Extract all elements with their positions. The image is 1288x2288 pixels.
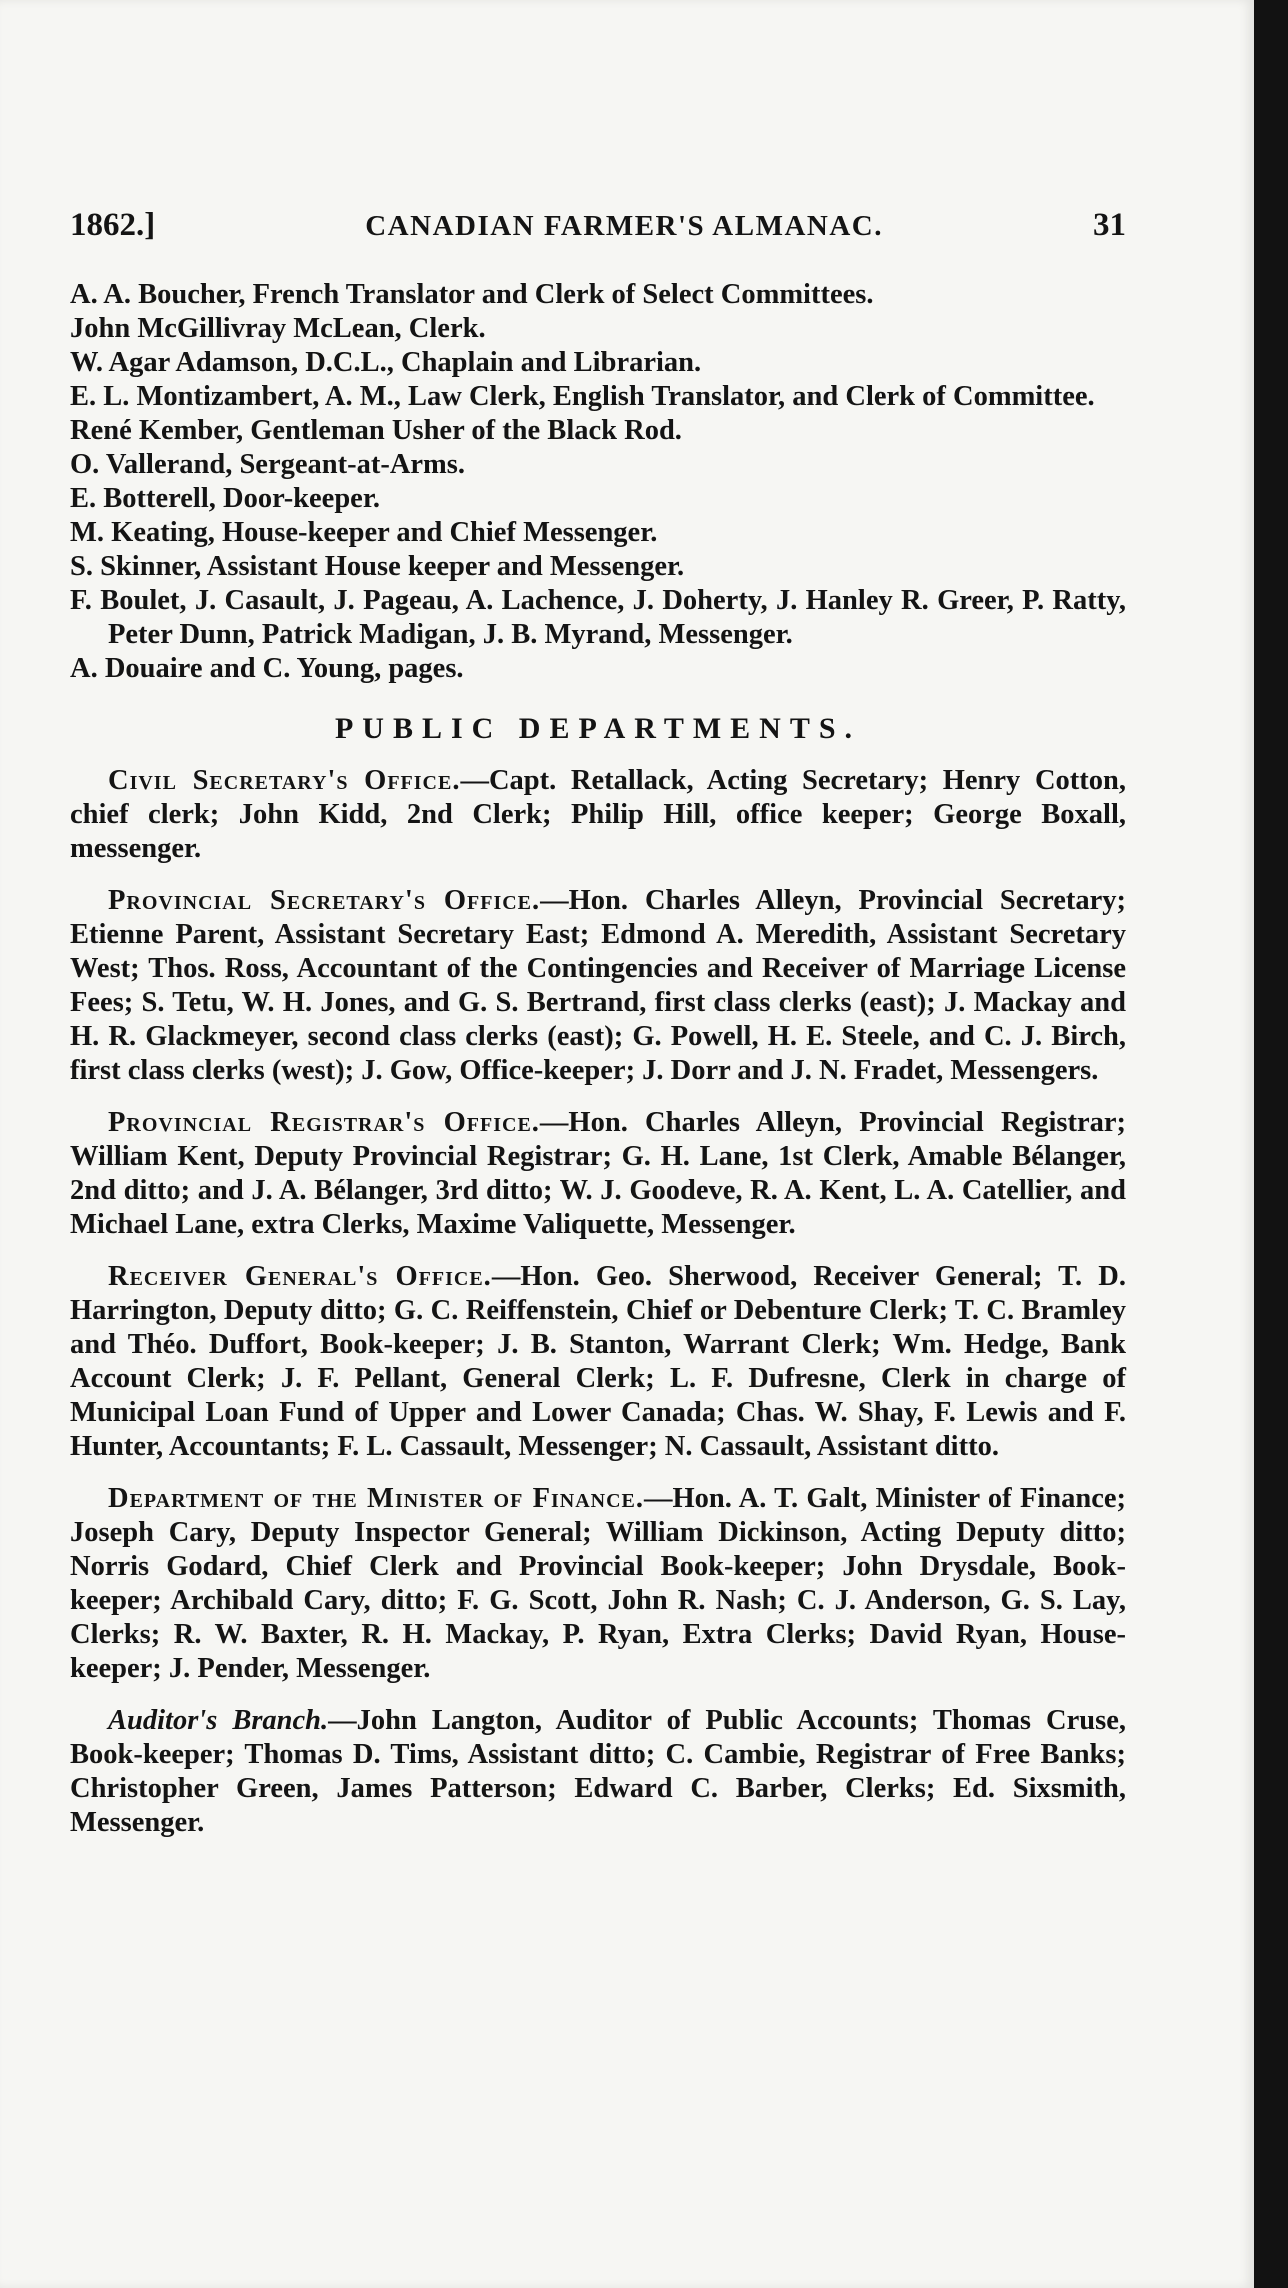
list-item: René Kember, Gentleman Usher of the Black Rod. [70,415,682,446]
department-heading: Civil Secretary's Office. [108,765,461,796]
department-text: —Capt. Retallack, Acting Secretary; Henry Cotton, chief clerk; John Kidd, 2nd Clerk; Philip Hill, office keeper; George Boxall, messenger. [70,765,1126,864]
list-item: John McGillivray McLean, Clerk. [70,313,486,344]
department-text: —Hon. Charles Alleyn, Provincial Registrar; William Kent, Deputy Provincial Registrar; G. H. Lane, 1st Clerk, Amable Bélanger, 2nd ditto; and J. A. Bélanger, 3rd ditto; W. J. Goodeve, R. A. Kent, L. A. Catellier, and Michael Lane, extra Clerks, Maxime Valiquette, Messenger. [70,1107,1126,1240]
department-text: —Hon. Charles Alleyn, Provincial Secretary; Etienne Parent, Assistant Secretary East; Edmond A. Meredith, Assistant Secretary West; Thos. Ross, Accountant of the Contingencies and Receiver of Marriage License Fees; S. Tetu, W. H. Jones, and G. S. Bertrand, first class clerks (east); J. Mackay and H. R. Glackmeyer, second class clerks (east); G. Powell, H. E. Steele, and C. J. Birch, first class clerks (west); J. Gow, Office-keeper; J. Dorr and J. N. Fradet, Messengers. [70,885,1126,1086]
list-item: O. Vallerand, Sergeant-at-Arms. [70,449,466,480]
department-paragraph [70,1704,1126,1840]
list-item: W. Agar Adamson, D.C.L., Chaplain and Librarian. [70,347,702,378]
list-item: S. Skinner, Assistant House keeper and Messenger. [70,551,685,582]
officer-list [70,278,1126,686]
department-heading: Department of the Minister of Finance. [108,1483,645,1514]
department-text: —Hon. A. T. Galt, Minister of Finance; Joseph Cary, Deputy Inspector General; William Dickinson, Acting Deputy ditto; Norris Godard, Chief Clerk and Provincial Book-keeper; John Drysdale, Book-keeper; Archibald Cary, ditto; F. G. Scott, John R. Nash; C. J. Anderson, G. S. Lay, Clerks; R. W. Baxter, R. H. Mackay, P. Ryan, Extra Clerks; David Ryan, House-keeper; J. Pender, Messenger. [70,1483,1127,1684]
section-title: PUBLIC DEPARTMENTS. [334,712,862,745]
department-heading: Provincial Secretary's Office. [108,885,541,916]
list-item: E. Botterell, Door-keeper. [70,483,380,514]
page-number: 31 [1092,207,1126,243]
department-text: —John Langton, Auditor of Public Accounts; Thomas Cruse, Book-keeper; Thomas D. Tims, Assistant ditto; C. Cambie, Registrar of Free Banks; Christopher Green, James Patterson; Edward C. Barber, Clerks; Ed. Sixsmith, Messenger. [70,1705,1127,1838]
department-paragraph [70,1106,1126,1242]
department-paragraph [70,884,1126,1088]
running-head-title: CANADIAN FARMER'S ALMANAC. [365,210,883,242]
department-paragraph [70,1260,1126,1464]
department-paragraph [70,1482,1126,1686]
list-item: E. L. Montizambert, A. M., Law Clerk, English Translator, and Clerk of Committee. [70,381,1095,412]
department-heading: Provincial Registrar's Office. [108,1107,540,1138]
department-text: —Hon. Geo. Sherwood, Receiver General; T. D. Harrington, Deputy ditto; G. C. Reiffenstein, Chief or Debenture Clerk; T. C. Bramley and Théo. Duffort, Book-keeper; J. B. Stanton, Warrant Clerk; Wm. Hedge, Bank Account Clerk; J. F. Pellant, General Clerk; L. F. Dufresne, Clerk in charge of Municipal Loan Fund of Upper and Lower Canada; Chas. W. Shay, F. Lewis and F. Hunter, Accountants; F. L. Cassault, Messenger; N. Cassault, Assistant ditto. [70,1261,1126,1462]
list-item: A. Douaire and C. Young, pages. [70,653,464,684]
department-paragraph [70,764,1126,866]
department-heading: Auditor's Branch. [108,1705,329,1736]
book-spine-edge [1254,0,1288,2288]
list-item: A. A. Boucher, French Translator and Clerk of Select Committees. [70,279,874,310]
department-heading: Receiver General's Office. [108,1261,492,1292]
running-head [70,205,1126,246]
list-item: F. Boulet, J. Casault, J. Pageau, A. Lachence, J. Doherty, J. Hanley R. Greer, P. Ratty, Peter Dunn, Patrick Madigan, J. B. Myrand, Messenger. [70,585,1126,650]
page-content [70,205,1126,1858]
list-item: M. Keating, House-keeper and Chief Messenger. [70,517,658,548]
running-head-year: 1862.] [70,207,156,243]
